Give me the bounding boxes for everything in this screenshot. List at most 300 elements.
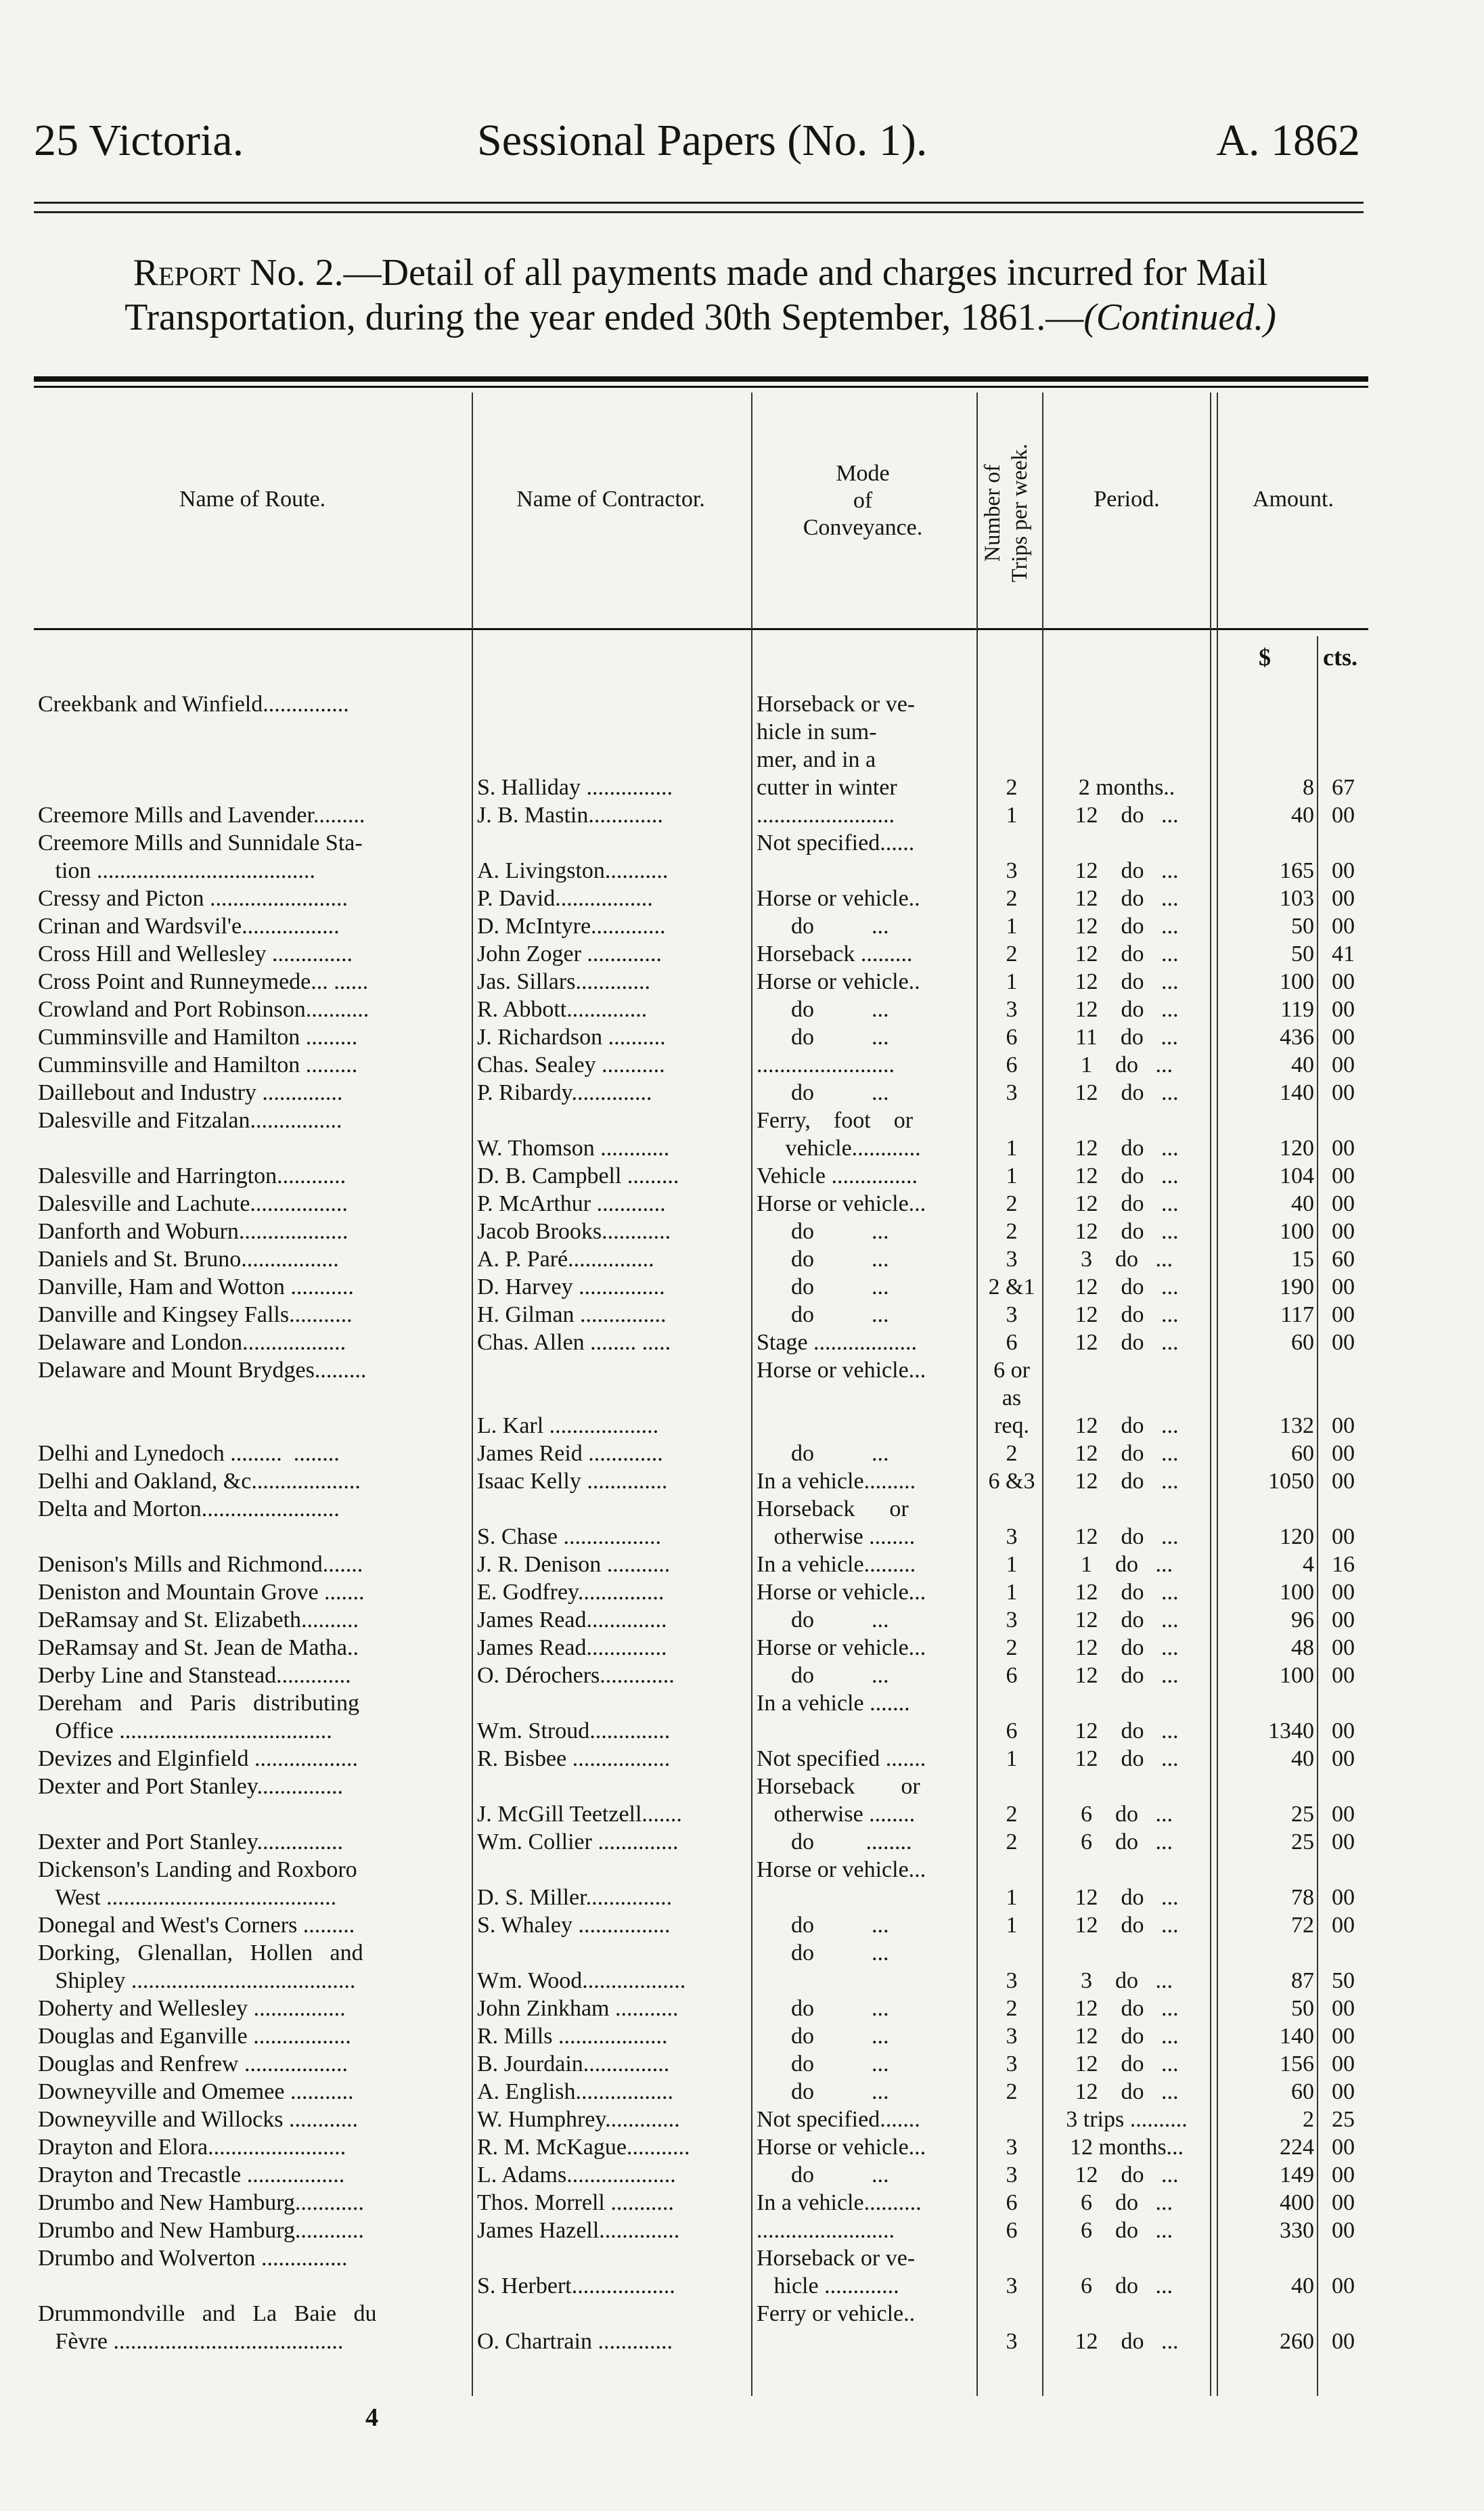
amount-dollars: 132 — [1280, 1413, 1314, 1438]
period: 12 do ... — [1075, 1302, 1179, 1327]
amount-cents: 00 — [1332, 2135, 1355, 2160]
trips-per-week: 6 — [1006, 1025, 1018, 1050]
conveyance-mode: In a vehicle.......... — [757, 2190, 922, 2215]
conveyance-mode: Horseback or ve- hicle in sum- mer, and in a cutter in winter — [757, 692, 916, 800]
conveyance-mode: do ... — [757, 1302, 889, 1327]
trips-per-week: 2 — [1006, 1802, 1018, 1827]
table-row — [0, 912, 1484, 940]
route-name: DeRamsay and St. Jean de Matha.. — [38, 1635, 359, 1660]
route-name: Danville, Ham and Wotton ........... — [38, 1274, 354, 1299]
amount-cents: 00 — [1332, 2218, 1355, 2243]
conveyance-mode: In a vehicle......... — [757, 1552, 916, 1577]
col-header-amount: Amount. — [1253, 487, 1334, 512]
amount-dollars: 224 — [1280, 2135, 1314, 2160]
conveyance-mode: Horse or vehicle... — [757, 1191, 926, 1216]
contractor-name: O. Chartrain ............. — [477, 2329, 673, 2354]
contractor-name: James Read.............. — [477, 1607, 667, 1632]
report-title-line2: Transportation, during the year ended 30th September, 1861.— — [125, 296, 1084, 338]
conveyance-mode: Not specified ....... — [757, 1746, 926, 1771]
route-name: Denison's Mills and Richmond....... — [38, 1552, 363, 1577]
amount-dollars: 50 — [1291, 914, 1314, 939]
period: 12 do ... — [1075, 886, 1179, 911]
route-name: Dickenson's Landing and Roxboro West ........................................ — [38, 1857, 357, 1910]
amount-cents: 00 — [1332, 2329, 1355, 2354]
conveyance-mode: Horseback or otherwise ........ — [757, 1774, 920, 1827]
conveyance-mode: Horseback or ve- hicle ............. — [757, 2246, 916, 2298]
table-row — [0, 2022, 1484, 2050]
table-row — [0, 2217, 1484, 2244]
report-title-line1: No. 2.—Detail of all payments made and charges incurred for Mail — [240, 252, 1268, 294]
amount-dollars: 149 — [1280, 2162, 1314, 2187]
contractor-name: John Zinkham ........... — [477, 1996, 679, 2021]
route-name: Delaware and Mount Brydges......... — [38, 1358, 367, 1383]
amount-dollars: 140 — [1280, 2024, 1314, 2049]
period: 1 do ... — [1081, 1552, 1173, 1577]
contractor-name: D. S. Miller............... — [477, 1885, 673, 1910]
amount-dollars: 436 — [1280, 1025, 1314, 1050]
period: 12 do ... — [1075, 1413, 1179, 1438]
trips-per-week: 3 — [1006, 2273, 1018, 2298]
col-header-trips: Number of Trips per week. — [981, 443, 1032, 583]
trips-per-week: 6 — [1006, 1330, 1018, 1355]
trips-per-week: 3 — [1006, 2135, 1018, 2160]
contractor-name: Chas. Sealey ........... — [477, 1052, 665, 1077]
amount-cents: 00 — [1332, 1607, 1355, 1632]
trips-per-week: 6 — [1006, 2190, 1018, 2215]
table-row — [0, 1578, 1484, 1606]
period: 12 do ... — [1075, 1663, 1179, 1688]
table-row — [0, 1051, 1484, 1079]
route-name: DeRamsay and St. Elizabeth.......... — [38, 1607, 359, 1632]
route-name: Drayton and Trecastle ................. — [38, 2162, 345, 2187]
conveyance-mode: Horse or vehicle... — [757, 1358, 926, 1383]
conveyance-mode: ........................ — [757, 2218, 895, 2243]
header-publication: Sessional Papers (No. 1). — [477, 116, 928, 165]
conveyance-mode: do ... — [757, 2079, 889, 2104]
amount-dollars: 156 — [1280, 2051, 1314, 2076]
conveyance-mode: do ... — [757, 1940, 889, 1965]
period: 12 do ... — [1075, 1635, 1179, 1660]
table-row — [0, 801, 1484, 829]
amount-cents: 00 — [1332, 858, 1355, 883]
route-name: Downeyville and Willocks ............ — [38, 2107, 358, 2132]
continued-label: (Continued.) — [1083, 296, 1276, 338]
amount-dollars: 103 — [1280, 886, 1314, 911]
table-row — [0, 1467, 1484, 1495]
table-row — [0, 1190, 1484, 1218]
conveyance-mode: do ... — [757, 2024, 889, 2049]
table-row — [0, 1245, 1484, 1273]
contractor-name: James Reid ............. — [477, 1441, 663, 1466]
trips-per-week: 2 — [1006, 1191, 1018, 1216]
conveyance-mode: do ... — [757, 1663, 889, 1688]
route-name: Cumminsville and Hamilton ......... — [38, 1025, 358, 1050]
amount-dollars: 120 — [1280, 1524, 1314, 1549]
amount-dollars: 60 — [1291, 1441, 1314, 1466]
table-row — [0, 2050, 1484, 2078]
trips-per-week: 3 — [1006, 1968, 1018, 1993]
contractor-name: L. Adams................... — [477, 2162, 676, 2187]
route-name: Creekbank and Winfield............... — [38, 692, 349, 717]
table-row — [0, 1634, 1484, 1662]
contractor-name: S. Whaley ................ — [477, 1913, 671, 1938]
conveyance-mode: Horse or vehicle... — [757, 1857, 926, 1882]
amount-dollars: 4 — [1303, 1552, 1314, 1577]
amount-cents: 00 — [1332, 1746, 1355, 1771]
route-name: Crinan and Wardsvil'e................. — [38, 914, 340, 939]
conveyance-mode: do ... — [757, 2162, 889, 2187]
conveyance-mode: Stage .................. — [757, 1330, 918, 1355]
amount-cents: 00 — [1332, 1829, 1355, 1854]
amount-cents: 00 — [1332, 2051, 1355, 2076]
table-row — [0, 1495, 1484, 1551]
amount-cents: 00 — [1332, 1330, 1355, 1355]
col-header-mode: Mode of Conveyance. — [803, 461, 923, 540]
period: 12 do ... — [1075, 997, 1179, 1022]
table-row — [0, 690, 1484, 801]
period: 12 do ... — [1075, 1219, 1179, 1244]
trips-per-week: 2 — [1006, 775, 1018, 800]
route-name: Drayton and Elora........................ — [38, 2135, 346, 2160]
contractor-name: O. Dérochers............. — [477, 1663, 675, 1688]
amount-cents: 41 — [1332, 941, 1355, 966]
trips-per-week: 3 — [1006, 2051, 1018, 2076]
period: 12 do ... — [1075, 1718, 1179, 1743]
amount-dollars: 120 — [1280, 1136, 1314, 1161]
amount-cents: 00 — [1332, 1635, 1355, 1660]
contractor-name: J. B. Mastin............. — [477, 803, 663, 828]
table-row — [0, 1356, 1484, 1440]
amount-cents: 00 — [1332, 1191, 1355, 1216]
route-name: Daniels and St. Bruno................. — [38, 1247, 339, 1272]
contractor-name: Chas. Allen ........ ..... — [477, 1330, 671, 1355]
contractor-name: R. Bisbee ................. — [477, 1746, 671, 1771]
amount-dollars: 100 — [1280, 1663, 1314, 1688]
contractor-name: A. P. Paré............... — [477, 1247, 654, 1272]
conveyance-mode: Horse or vehicle... — [757, 1580, 926, 1605]
amount-cents: 00 — [1332, 997, 1355, 1022]
table-row — [0, 1911, 1484, 1939]
trips-per-week: 3 — [1006, 858, 1018, 883]
trips-per-week: 1 — [1006, 803, 1018, 828]
amount-cents: 67 — [1332, 775, 1355, 800]
period: 12 do ... — [1075, 2079, 1179, 2104]
period: 12 do ... — [1075, 1885, 1179, 1910]
conveyance-mode: do ... — [757, 997, 889, 1022]
amount-dollars: 50 — [1291, 941, 1314, 966]
amount-dollars: 330 — [1280, 2218, 1314, 2243]
period: 12 do ... — [1075, 858, 1179, 883]
period: 12 do ... — [1075, 1607, 1179, 1632]
conveyance-mode: do ... — [757, 1247, 889, 1272]
route-name: Dorking, Glenallan, Hollen and Shipley ....................................... — [38, 1940, 363, 1993]
trips-per-week: 1 — [1006, 1136, 1018, 1161]
cents-label: cts. — [1323, 644, 1357, 671]
route-name: Drumbo and New Hamburg............ — [38, 2190, 364, 2215]
trips-per-week: 2 — [1006, 1829, 1018, 1854]
conveyance-mode: do ... — [757, 1607, 889, 1632]
amount-dollars: 100 — [1280, 969, 1314, 994]
conveyance-mode: Vehicle ............... — [757, 1163, 918, 1188]
trips-per-week: 1 — [1006, 1885, 1018, 1910]
conveyance-mode: Ferry, foot or vehicle............ — [757, 1108, 921, 1161]
table-row — [0, 1745, 1484, 1773]
period: 12 do ... — [1075, 1996, 1179, 2021]
route-name: Cumminsville and Hamilton ......... — [38, 1052, 358, 1077]
trips-per-week: 3 — [1006, 1607, 1018, 1632]
conveyance-mode: do ... — [757, 1025, 889, 1050]
amount-cents: 00 — [1332, 1580, 1355, 1605]
amount-cents: 00 — [1332, 1913, 1355, 1938]
route-name: Dexter and Port Stanley............... — [38, 1829, 344, 1854]
amount-dollars: 72 — [1291, 1913, 1314, 1938]
amount-dollars: 165 — [1280, 858, 1314, 883]
table-top-rule — [34, 376, 1368, 382]
contractor-name: W. Thomson ............ — [477, 1136, 670, 1161]
table-row — [0, 2161, 1484, 2189]
trips-per-week: 3 — [1006, 2024, 1018, 2049]
contractor-name: Thos. Morrell ........... — [477, 2190, 674, 2215]
contractor-name: J. McGill Teetzell....... — [477, 1802, 682, 1827]
route-name: Douglas and Eganville ................. — [38, 2024, 351, 2049]
period: 12 do ... — [1075, 1580, 1179, 1605]
contractor-name: P. McArthur ............ — [477, 1191, 666, 1216]
contractor-name: S. Halliday ............... — [477, 775, 673, 800]
conveyance-mode: do ... — [757, 1274, 889, 1299]
header-session: 25 Victoria. — [34, 116, 244, 165]
trips-per-week: 6 — [1006, 1718, 1018, 1743]
route-name: Dalesville and Harrington............ — [38, 1163, 346, 1188]
conveyance-mode: do ... — [757, 1219, 889, 1244]
route-name: Deniston and Mountain Grove ....... — [38, 1580, 365, 1605]
period: 12 do ... — [1075, 1524, 1179, 1549]
amount-cents: 00 — [1332, 1052, 1355, 1077]
contractor-name: S. Chase ................. — [477, 1524, 661, 1549]
period: 12 do ... — [1075, 941, 1179, 966]
conveyance-mode: Horse or vehicle... — [757, 1635, 926, 1660]
contractor-name: H. Gilman ............... — [477, 1302, 667, 1327]
contractor-name: James Hazell.............. — [477, 2218, 680, 2243]
period: 12 do ... — [1075, 2329, 1179, 2354]
contractor-name: Jas. Sillars............. — [477, 969, 650, 994]
contractor-name: P. Ribardy.............. — [477, 1080, 652, 1105]
amount-dollars: 78 — [1291, 1885, 1314, 1910]
amount-cents: 00 — [1332, 803, 1355, 828]
amount-dollars: 48 — [1291, 1635, 1314, 1660]
trips-per-week: 6 &3 — [988, 1469, 1035, 1494]
amount-cents: 00 — [1332, 1996, 1355, 2021]
conveyance-mode: do ... — [757, 914, 889, 939]
table-row — [0, 1995, 1484, 2022]
amount-cents: 00 — [1332, 1136, 1355, 1161]
amount-dollars: 104 — [1280, 1163, 1314, 1188]
contractor-name: P. David................. — [477, 886, 653, 911]
route-name: Drumbo and New Hamburg............ — [38, 2218, 364, 2243]
trips-per-week: 2 — [1006, 1996, 1018, 2021]
route-name: Drumbo and Wolverton ............... — [38, 2246, 348, 2271]
amount-cents: 00 — [1332, 2162, 1355, 2187]
period: 12 do ... — [1075, 1136, 1179, 1161]
route-name: Danforth and Woburn................... — [38, 1219, 348, 1244]
amount-cents: 50 — [1332, 1968, 1355, 1993]
amount-cents: 00 — [1332, 2190, 1355, 2215]
conveyance-mode: Horseback ......... — [757, 941, 913, 966]
amount-dollars: 117 — [1280, 1302, 1314, 1327]
amount-dollars: 2 — [1303, 2107, 1314, 2132]
trips-per-week: 1 — [1006, 1580, 1018, 1605]
period: 6 do ... — [1081, 2273, 1173, 2298]
period: 12 do ... — [1075, 1330, 1179, 1355]
trips-per-week: 2 — [1006, 1635, 1018, 1660]
amount-cents: 00 — [1332, 1163, 1355, 1188]
header-bottom-rule — [34, 628, 1368, 630]
table-row — [0, 1828, 1484, 1856]
route-name: Delhi and Lynedoch ......... ........ — [38, 1441, 340, 1466]
period: 12 do ... — [1075, 1274, 1179, 1299]
page-number: 4 — [365, 2403, 378, 2432]
period: 6 do ... — [1081, 1829, 1173, 1854]
conveyance-mode: In a vehicle......... — [757, 1469, 916, 1494]
period: 12 do ... — [1075, 1913, 1179, 1938]
table-row — [0, 829, 1484, 885]
trips-per-week: 2 — [1006, 886, 1018, 911]
contractor-name: D. B. Campbell ......... — [477, 1163, 679, 1188]
table-row — [0, 1939, 1484, 1995]
amount-dollars: 40 — [1291, 803, 1314, 828]
amount-cents: 00 — [1332, 1025, 1355, 1050]
contractor-name: Wm. Collier .............. — [477, 1829, 679, 1854]
conveyance-mode: do ... — [757, 1441, 889, 1466]
trips-per-week: 2 &1 — [988, 1274, 1035, 1299]
amount-dollars: 260 — [1280, 2329, 1314, 2354]
amount-dollars: 60 — [1291, 1330, 1314, 1355]
conveyance-mode: Horse or vehicle... — [757, 2135, 926, 2160]
period: 12 do ... — [1075, 914, 1179, 939]
trips-per-week: 3 — [1006, 1247, 1018, 1272]
route-name: Delaware and London.................. — [38, 1330, 346, 1355]
period: 12 do ... — [1075, 969, 1179, 994]
table-row — [0, 968, 1484, 996]
conveyance-mode: do ... — [757, 1913, 889, 1938]
trips-per-week: 2 — [1006, 941, 1018, 966]
trips-per-week: 2 — [1006, 1441, 1018, 1466]
table-row — [0, 1301, 1484, 1329]
amount-dollars: 40 — [1291, 1052, 1314, 1077]
route-name: Douglas and Renfrew .................. — [38, 2051, 348, 2076]
contractor-name: J. Richardson .......... — [477, 1025, 666, 1050]
conveyance-mode: do ... — [757, 1080, 889, 1105]
table-row — [0, 1689, 1484, 1745]
conveyance-mode: Not specified...... — [757, 830, 915, 855]
amount-cents: 25 — [1332, 2107, 1355, 2132]
period: 6 do ... — [1081, 1802, 1173, 1827]
contractor-name: S. Herbert.................. — [477, 2273, 675, 2298]
contractor-name: L. Karl ................... — [477, 1413, 659, 1438]
table-row — [0, 2300, 1484, 2355]
contractor-name: R. M. McKague........... — [477, 2135, 690, 2160]
amount-cents: 60 — [1332, 1247, 1355, 1272]
route-name: Crowland and Port Robinson........... — [38, 997, 369, 1022]
table-row — [0, 2078, 1484, 2106]
table-row — [0, 1856, 1484, 1911]
contractor-name: Wm. Stroud.............. — [477, 1718, 671, 1743]
route-name: Delhi and Oakland, &c................... — [38, 1469, 361, 1494]
period: 2 months.. — [1078, 775, 1175, 800]
route-name: Creemore Mills and Sunnidale Sta- tion ...................................... — [38, 830, 363, 883]
period: 12 do ... — [1075, 1080, 1179, 1105]
conveyance-mode: do ........ — [757, 1829, 912, 1854]
route-name: Daillebout and Industry .............. — [38, 1080, 343, 1105]
conveyance-mode: Horseback or otherwise ........ — [757, 1496, 916, 1549]
trips-per-week: 6 — [1006, 1663, 1018, 1688]
trips-per-week: 3 — [1006, 1080, 1018, 1105]
table-body — [0, 690, 1484, 2355]
contractor-name: A. English................. — [477, 2079, 673, 2104]
amount-dollars: 8 — [1303, 775, 1314, 800]
dollar-sign-label: $ — [1259, 644, 1271, 671]
table-row — [0, 1273, 1484, 1301]
period: 12 do ... — [1075, 2024, 1179, 2049]
route-name: Delta and Morton........................ — [38, 1496, 340, 1521]
header-rule-top — [34, 202, 1364, 204]
contractor-name: D. McIntyre............. — [477, 914, 666, 939]
table-row — [0, 2133, 1484, 2161]
report-title — [34, 250, 1367, 340]
route-name: Cross Point and Runneymede... ...... — [38, 969, 369, 994]
header-year: A. 1862 — [1216, 116, 1360, 165]
table-row — [0, 885, 1484, 912]
contractor-name: James Read.............. — [477, 1635, 667, 1660]
contractor-name: B. Jourdain............... — [477, 2051, 670, 2076]
running-header — [34, 115, 1360, 190]
report-label: Report — [133, 252, 241, 294]
table-row — [0, 1551, 1484, 1578]
amount-dollars: 190 — [1280, 1274, 1314, 1299]
amount-cents: 00 — [1332, 1718, 1355, 1743]
period: 12 do ... — [1075, 2162, 1179, 2187]
table-row — [0, 1162, 1484, 1190]
period: 6 do ... — [1081, 2190, 1173, 2215]
route-name: Doherty and Wellesley ................ — [38, 1996, 346, 2021]
route-name: Dereham and Paris distributing Office ..................................... — [38, 1691, 359, 1743]
trips-per-week: 3 — [1006, 2329, 1018, 2354]
route-name: Drummondville and La Baie du Fèvre ........................................ — [38, 2301, 377, 2354]
route-name: Devizes and Elginfield .................. — [38, 1746, 359, 1771]
route-name: Dalesville and Fitzalan................ — [38, 1108, 342, 1133]
amount-dollars: 40 — [1291, 1191, 1314, 1216]
amount-dollars: 25 — [1291, 1829, 1314, 1854]
amount-dollars: 15 — [1291, 1247, 1314, 1272]
amount-dollars: 25 — [1291, 1802, 1314, 1827]
trips-per-week: 2 — [1006, 1219, 1018, 1244]
contractor-name: John Zoger ............. — [477, 941, 662, 966]
table-row — [0, 2189, 1484, 2217]
contractor-name: W. Humphrey............. — [477, 2107, 680, 2132]
contractor-name: Isaac Kelly .............. — [477, 1469, 668, 1494]
table-row — [0, 1662, 1484, 1689]
header-rule-bottom — [34, 211, 1364, 213]
contractor-name: A. Livingston........... — [477, 858, 669, 883]
amount-dollars: 96 — [1291, 1607, 1314, 1632]
trips-per-week: 6 — [1006, 1052, 1018, 1077]
table-row — [0, 940, 1484, 968]
amount-dollars: 100 — [1280, 1580, 1314, 1605]
route-name: Danville and Kingsey Falls........... — [38, 1302, 353, 1327]
amount-dollars: 119 — [1280, 997, 1314, 1022]
conveyance-mode: ........................ — [757, 1052, 895, 1077]
period: 1 do ... — [1081, 1052, 1173, 1077]
table-row — [0, 1023, 1484, 1051]
